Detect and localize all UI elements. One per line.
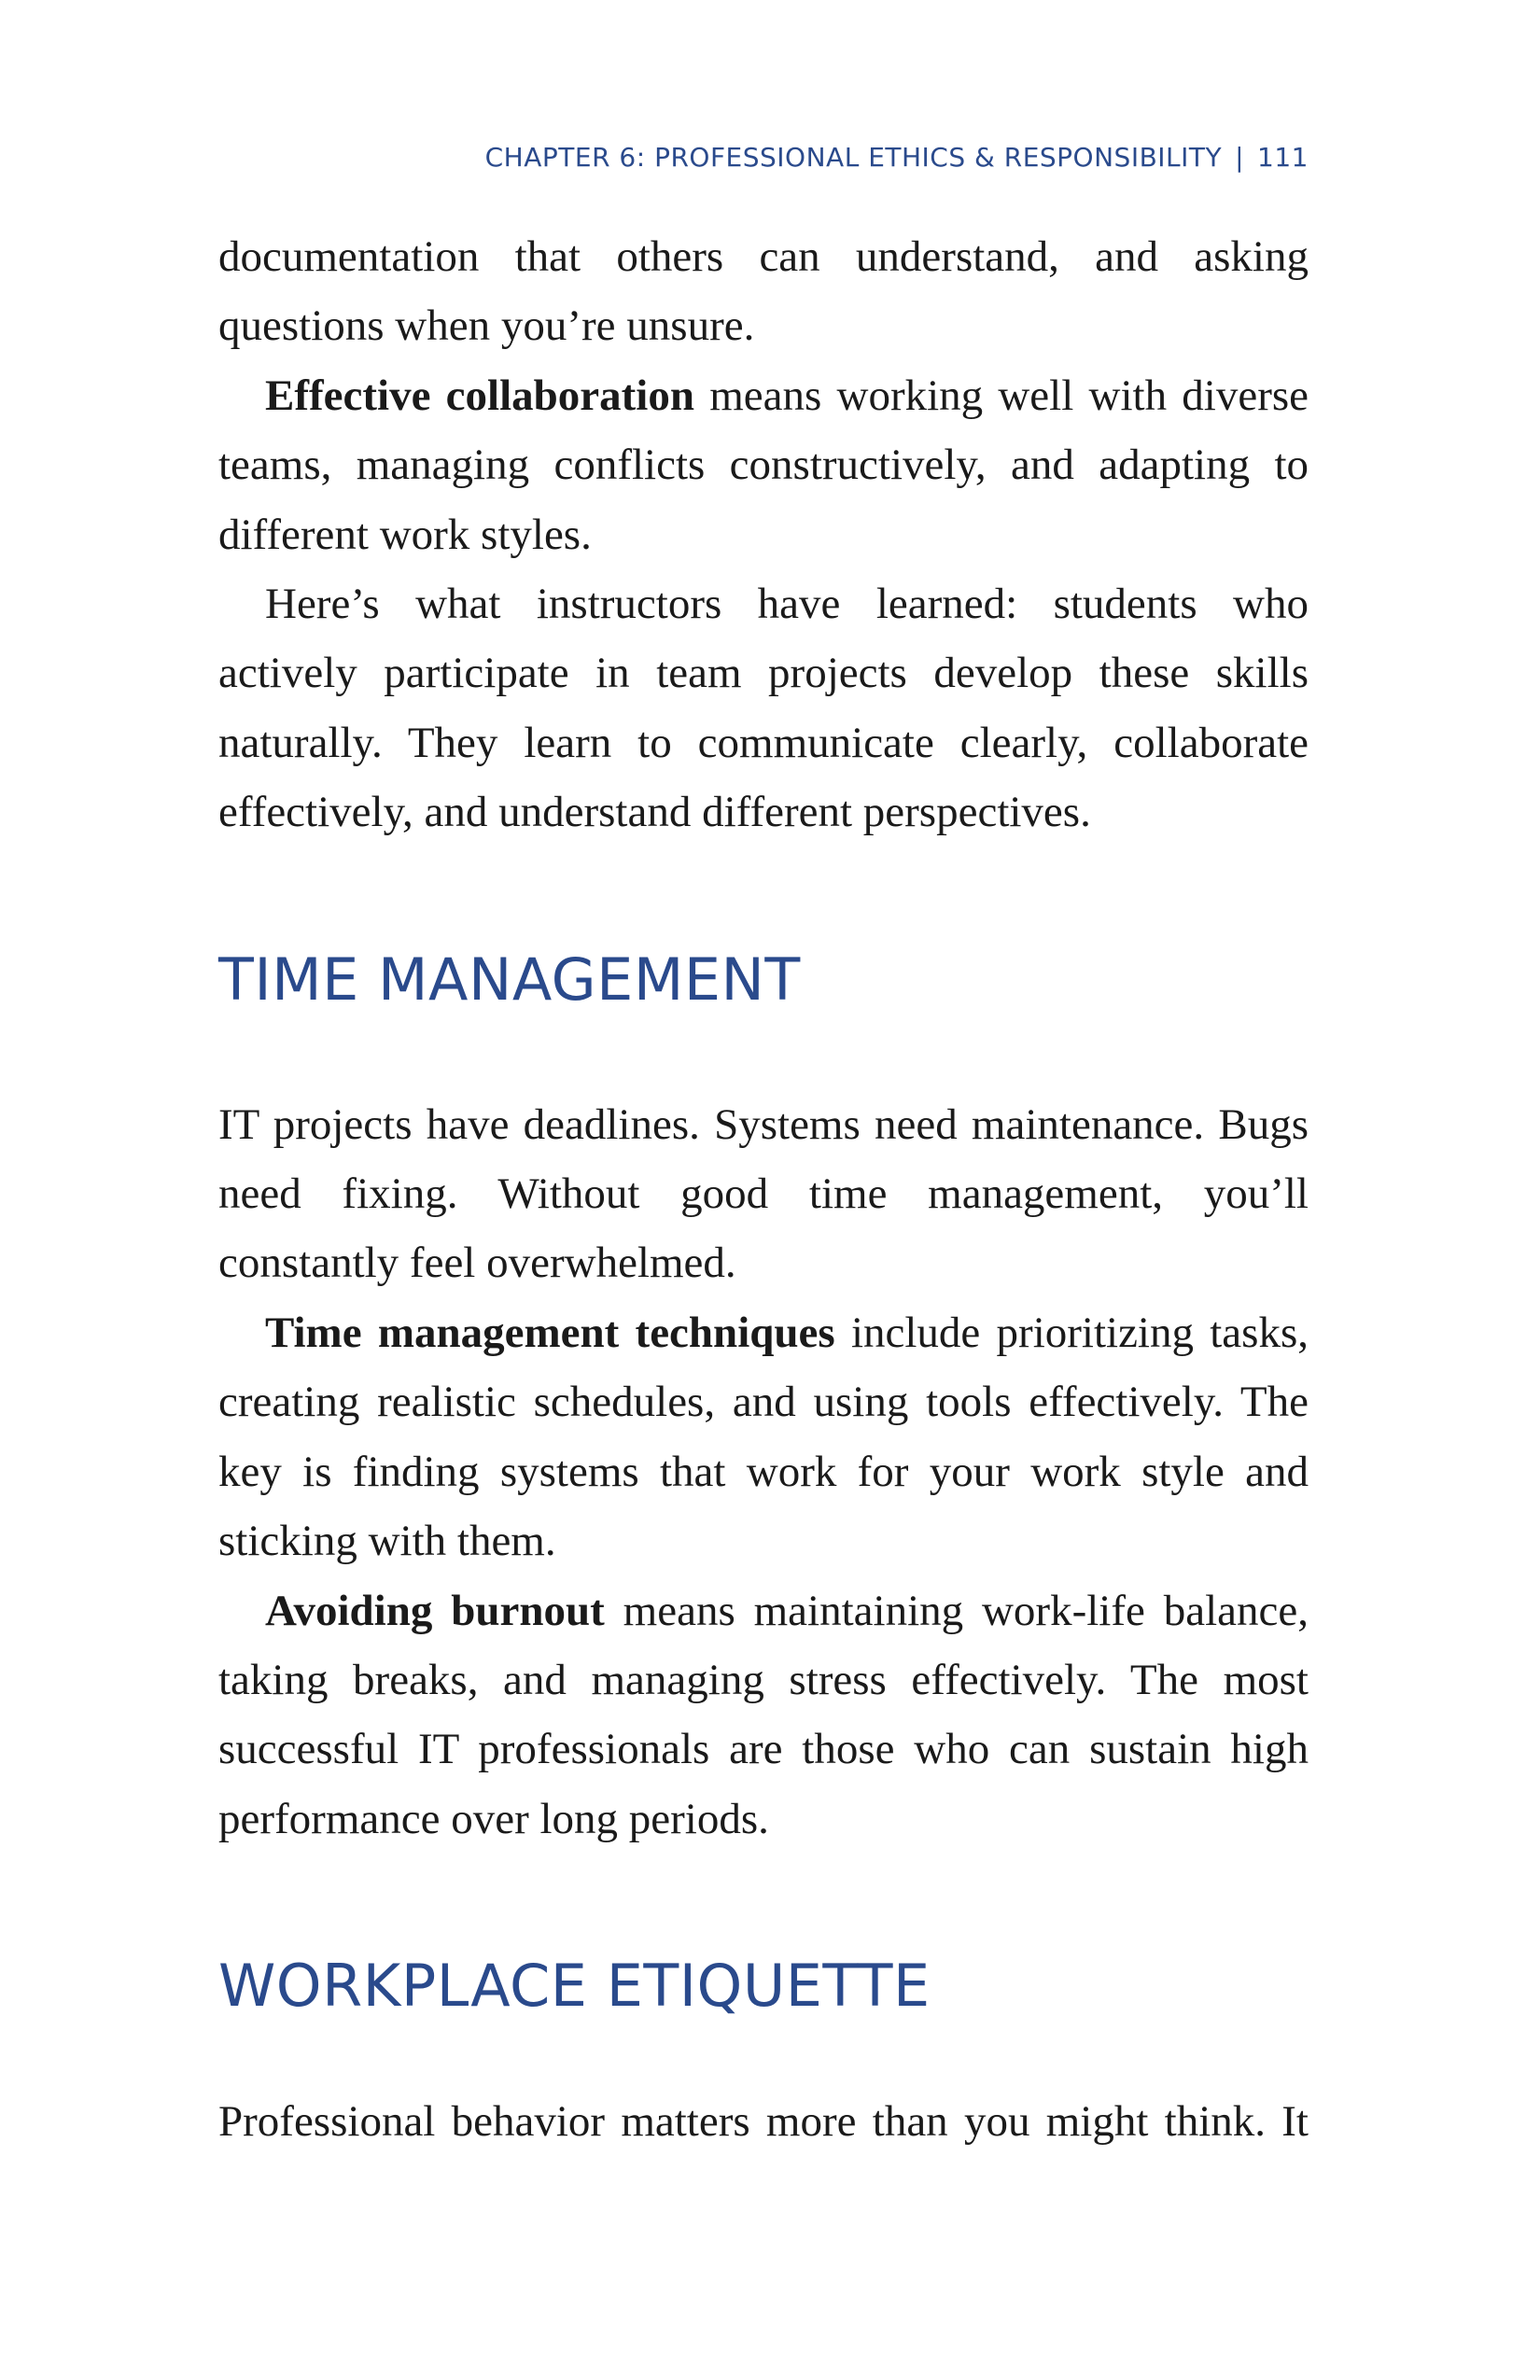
paragraph-text: include prioritizing tasks, creating realistic schedules, and using tools effectively. The key is finding systems that work for your work style and sticking with them. [218,1308,1309,1566]
section-heading-time-management: TIME MANAGEMENT [218,945,801,1014]
paragraph-professional-behavior: Professional behavior matters more than you might think. It [218,2097,1309,2147]
paragraph-text: means working well with diverse teams, managing conflicts constructively, and adapting to different work styles. [218,371,1309,559]
paragraph-techniques [218,1298,1309,1576]
paragraph-burnout [218,1576,1309,1855]
paragraph-collaboration [218,361,1309,569]
paragraph-instructors: Here’s what instructors have learned: students who actively participate in team projects develop these skills naturally. They learn to communicate clearly, collaborate effectively, and understand different perspectives. [218,580,1309,837]
chapter-title: CHAPTER 6: PROFESSIONAL ETHICS & RESPONSIBILITY [484,142,1223,173]
term-effective-collaboration: Effective collaboration [265,371,694,420]
page-body [218,222,1309,2157]
section-heading-workplace-etiquette: WORKPLACE ETIQUETTE [218,1952,931,2021]
paragraph-deadlines: IT projects have deadlines. Systems need maintenance. Bugs need fixing. Without good time management, you’ll constantly feel overwhelmed. [218,1099,1309,1288]
header-separator: | [1235,142,1245,173]
term-time-management-techniques: Time management techniques [265,1308,835,1357]
paragraph-continued: documentation that others can understand, and asking questions when you’re unsure. [218,232,1309,351]
paragraph-text: means maintaining work-life balance, taking breaks, and managing stress effectively. The most successful IT professionals are those who can sustain high performance over long periods. [218,1586,1309,1843]
running-header [485,142,1309,173]
term-avoiding-burnout: Avoiding burnout [265,1586,605,1635]
page-number: 111 [1257,142,1309,173]
